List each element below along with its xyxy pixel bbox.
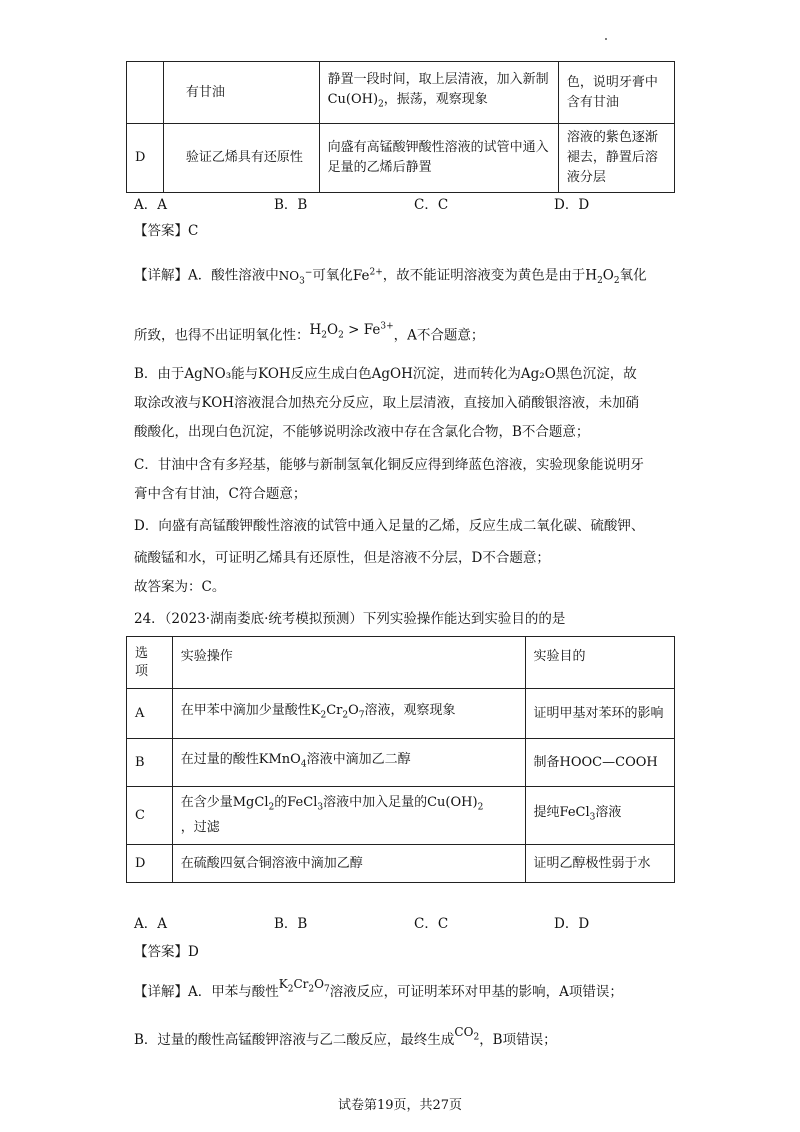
- detail-1-d1: D．向盛有高锰酸钾酸性溶液的试管中通入足量的乙烯，反应生成二氧化碳、硫酸钾、: [134, 518, 645, 534]
- f: FeCl: [559, 805, 590, 821]
- cell-option: D: [127, 124, 164, 193]
- text: O: [602, 267, 614, 284]
- formula-fe2: [353, 268, 383, 284]
- f: H: [309, 321, 322, 338]
- table-row: [127, 62, 675, 124]
- step-line-2: [328, 90, 550, 115]
- cell-option: A: [127, 689, 173, 739]
- s: 3: [589, 812, 596, 823]
- f: > Fe: [343, 321, 381, 338]
- top-table: [126, 61, 675, 193]
- h: 选项: [135, 645, 149, 679]
- cell-result: 溶液的紫色逐渐褪去，静置后溶液分层: [558, 124, 674, 193]
- f-sub: 2: [338, 330, 344, 341]
- cell-goal: 证明甲基对苯环的影响: [525, 689, 674, 739]
- s: 7: [323, 984, 330, 995]
- f: NO: [278, 268, 300, 283]
- scan-dot: [605, 38, 607, 40]
- q24-table: [126, 636, 675, 883]
- detail-2-line-2: [134, 1025, 557, 1055]
- cell-op: 验证乙烯具有还原性: [163, 124, 319, 193]
- text: 【详解】A．酸性溶液中: [134, 267, 279, 284]
- t: 在甲苯中滴加少量酸性: [180, 703, 311, 719]
- f-sup: −: [304, 267, 313, 278]
- table-header-row: [127, 637, 675, 689]
- option-d: D．D: [554, 197, 590, 213]
- f-sub: 3: [299, 275, 305, 286]
- f: Fe: [352, 267, 370, 284]
- t: 【详解】A．甲苯与酸性: [134, 984, 279, 1000]
- cell-option: D: [127, 845, 173, 883]
- f: O: [327, 321, 339, 338]
- cell-option: B: [127, 739, 173, 787]
- text: 可氧化: [312, 267, 353, 284]
- option-d: D．D: [554, 916, 590, 932]
- option-c: C．C: [414, 197, 449, 213]
- f-sub: 2: [321, 330, 328, 341]
- s: 7: [358, 710, 365, 721]
- text: 氧化: [619, 267, 647, 284]
- s: 2: [268, 802, 275, 813]
- t: 溶液中滴加乙二醇: [306, 752, 411, 768]
- op-line-2: ，过滤: [180, 819, 220, 835]
- t: 的: [274, 795, 288, 811]
- cell-operation: [172, 689, 525, 739]
- detail-1-c1: C．甘油中含有多羟基，能够与新制氢氧化铜反应得到绛蓝色溶液，实验现象能说明牙: [134, 457, 644, 473]
- f: K: [278, 977, 288, 991]
- table-row: [127, 787, 675, 845]
- f: Cr: [293, 977, 309, 991]
- f-sup: 3+: [380, 321, 394, 331]
- cell-operation: 在硫酸四氨合铜溶液中滴加乙醇: [172, 845, 525, 883]
- detail-1-b2: 取涂改液与KOH溶液混合加热充分反应，取上层清液，直接加入硝酸银溶液，未加硝: [134, 395, 640, 411]
- f: O: [314, 977, 324, 991]
- cell-operation: [172, 787, 525, 845]
- step-line-1: 静置一段时间，取上层清液，加入新制: [327, 72, 549, 88]
- f: Cu(OH): [427, 795, 478, 811]
- detail-1-conclusion: 故答案为：C。: [134, 579, 226, 595]
- s: 4: [300, 759, 307, 770]
- formula-oxidation: [309, 321, 394, 341]
- detail-1-d2: 硫酸锰和水，可证明乙烯具有还原性，但是溶液不分层，D不合题意；: [134, 550, 550, 566]
- detail-1-b1: B．由于AgNO₃能与KOH反应生成白色AgOH沉淀，进而转化为Ag₂O黑色沉淀，故: [134, 366, 637, 382]
- cell-result: 色，说明牙膏中含有甘油: [558, 62, 674, 124]
- table-row: [127, 845, 675, 883]
- option-b: B．B: [274, 916, 308, 932]
- question-24-title: 24．（2023·湖南娄底·统考模拟预测）下列实验操作能达到实验目的的是: [134, 611, 566, 627]
- page-footer: 试卷第19页，共27页: [337, 1098, 463, 1113]
- cell-goal: [525, 787, 674, 845]
- detail-1-c2: 膏中含有甘油，C符合题意；: [134, 486, 307, 502]
- answer-1: 【答案】C: [134, 223, 199, 239]
- t: 溶液: [595, 805, 622, 821]
- cell-option: C: [127, 787, 173, 845]
- op-line-1: [181, 793, 517, 818]
- text: 所致，也得不出证明氧化性：: [134, 327, 310, 344]
- detail-1-line-2: [134, 322, 484, 351]
- sub: 2: [597, 276, 603, 287]
- s: 2: [473, 1032, 480, 1043]
- t: 在含少量MgCl: [180, 795, 269, 811]
- detail-2-line-1: [134, 977, 623, 1007]
- f: O: [348, 703, 359, 719]
- step-text: ，振荡，观察现象: [383, 92, 488, 108]
- f: CO: [454, 1025, 474, 1039]
- answer-2: 【答案】D: [134, 944, 199, 960]
- option-b: B．B: [274, 197, 308, 213]
- f: K: [310, 703, 321, 719]
- f: FeCl: [287, 795, 318, 811]
- header-goal: 实验目的: [525, 637, 674, 689]
- text: ，A不合题意；: [393, 327, 485, 344]
- s: 2: [342, 710, 349, 721]
- table-row: [127, 124, 675, 193]
- cell-goal: 制备HOOC—COOH: [525, 739, 674, 787]
- cell-goal: 证明乙醇极性弱于水: [525, 845, 674, 883]
- cell-op: 有甘油: [163, 62, 319, 124]
- formula-k2cr2o7: [278, 977, 330, 995]
- t: B．过量的酸性高锰酸钾溶液与乙二酸反应，最终生成: [134, 1032, 455, 1048]
- cell-option: [127, 62, 164, 124]
- header-option: [127, 637, 173, 689]
- cell-step: 向盛有高锰酸钾酸性溶液的试管中通入足量的乙烯后静置: [319, 124, 558, 193]
- s: 2: [320, 710, 327, 721]
- detail-1-line-1: [134, 262, 647, 291]
- f-sup: 2+: [369, 267, 383, 277]
- s: 3: [317, 802, 324, 813]
- s: 2: [477, 802, 484, 813]
- formula-no3: [278, 267, 313, 286]
- cell-step: [319, 62, 558, 124]
- sub: 2: [613, 276, 620, 287]
- option-a: A．A: [134, 197, 167, 213]
- t: 在过量的酸性: [180, 752, 259, 768]
- table-row: [127, 689, 675, 739]
- header-operation: 实验操作: [172, 637, 525, 689]
- formula-cuoh2: Cu(OH): [327, 92, 379, 108]
- s: 2: [287, 984, 294, 995]
- formula-co2: [454, 1025, 480, 1043]
- t: 溶液中加入足量的: [323, 795, 428, 811]
- t: 溶液反应，可证明苯环对甲基的影响，A项错误；: [329, 984, 623, 1000]
- f: Cr: [326, 703, 343, 719]
- t: 溶液，观察现象: [364, 703, 456, 719]
- formula-sub: 2: [378, 99, 384, 110]
- f: KMnO: [258, 752, 301, 768]
- table-row: [127, 739, 675, 787]
- cell-operation: [172, 739, 525, 787]
- detail-1-b3: 酸酸化，出现白色沉淀，不能够说明涂改液中存在含氯化合物，B不合题意；: [134, 424, 590, 440]
- t: ，B项错误；: [479, 1032, 557, 1048]
- t: 提纯: [533, 805, 560, 821]
- option-a: A．A: [134, 916, 167, 932]
- s: 2: [308, 984, 315, 995]
- option-c: C．C: [414, 916, 449, 932]
- text: ，故不能证明溶液变为黄色是由于H: [382, 267, 598, 284]
